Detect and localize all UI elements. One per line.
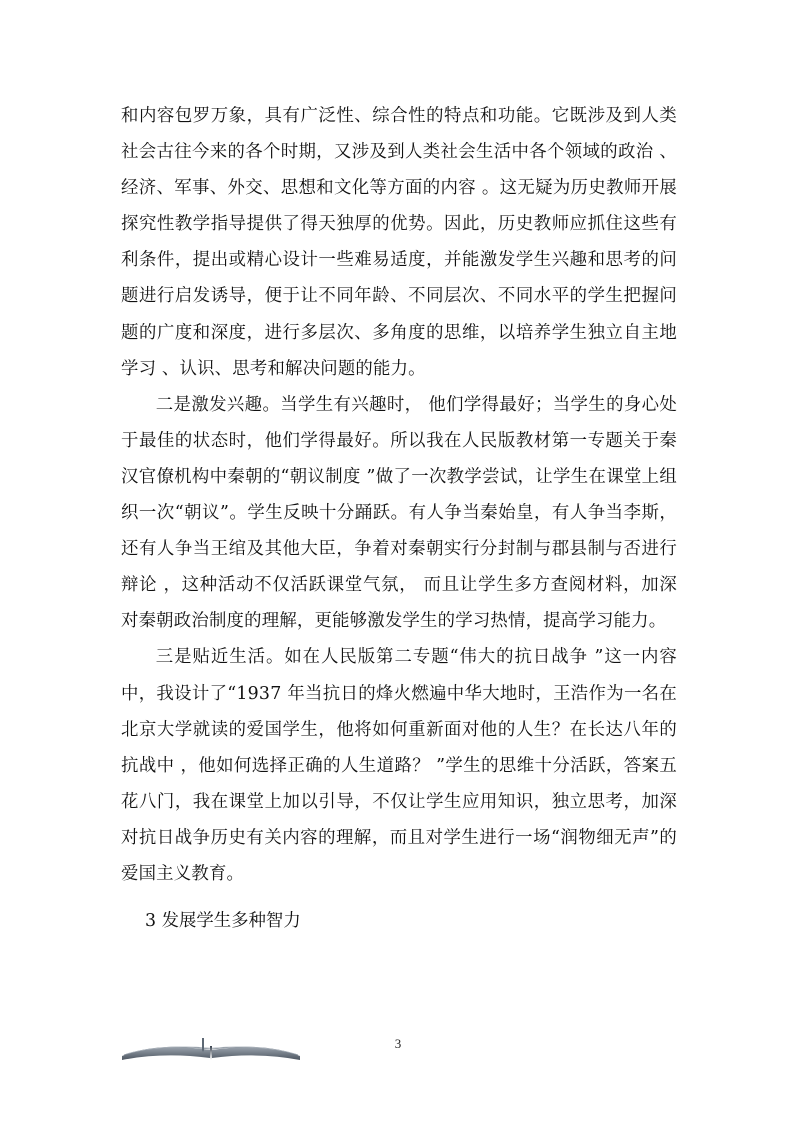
body-text bbox=[121, 98, 677, 939]
open-book-icon bbox=[118, 1036, 304, 1062]
paragraph-3: 三是贴近生活。如在人民版第二专题“伟大的抗日战争 ”这一内容中，我设计了“1937 年当抗日的烽火燃遍中华大地时，王浩作为一名在北京大学就读的爱国学生，他将如何重新面对他的人生？在长达八年的抗战中 ，他如何选择正确的人生道路？ ”学生的思维十分活跃，答案五花八门，我在课堂上加以引导，不仅让学生应用知识，独立思考，加深对抗日战争历史有关内容的理解，而且对学生进行一场“润物细无声”的爱国主义教育。 bbox=[121, 647, 677, 884]
paragraph-1: 和内容包罗万象，具有广泛性、综合性的特点和功能。它既涉及到人类社会古往今来的各个时期，又涉及到人类社会生活中各个领域的政治 、经济、军事、外交、思想和文化等方面的内容 。这无疑为历史教师开展探究性教学指导提供了得天独厚的优势。因此，历史教师应抓住这些有利条件，提出或精心设计一些难易适度，并能激发学生兴趣和思考的问题进行启发诱导，便于让不同年龄、不同层次、不同水平的学生把握问题的广度和深度，进行多层次、多角度的思维，以培养学生独立自主地学习 、认识、思考和解决问题的能力。 bbox=[121, 106, 677, 379]
section-heading: 3 发展学生多种智力 bbox=[145, 911, 301, 932]
paragraph-2: 二是激发兴趣。当学生有兴趣时， 他们学得最好；当学生的身心处于最佳的状态时，他们学得最好。所以我在人民版教材第一专题关于秦汉官僚机构中秦朝的“朝议制度 ”做了一次教学尝试，让学生在课堂上组织一次“朝议”。学生反映十分踊跃。有人争当秦始皇，有人争当李斯，还有人争当王绾及其他大臣，争着对秦朝实行分封制与郡县制与否进行辩论 ，这种活动不仅活跃课堂气氛， 而且让学生多方查阅材料，加深对秦朝政治制度的理解，更能够激发学生的学习热情，提高学习能力。 bbox=[121, 394, 677, 632]
page-number: 3 bbox=[394, 1036, 402, 1051]
